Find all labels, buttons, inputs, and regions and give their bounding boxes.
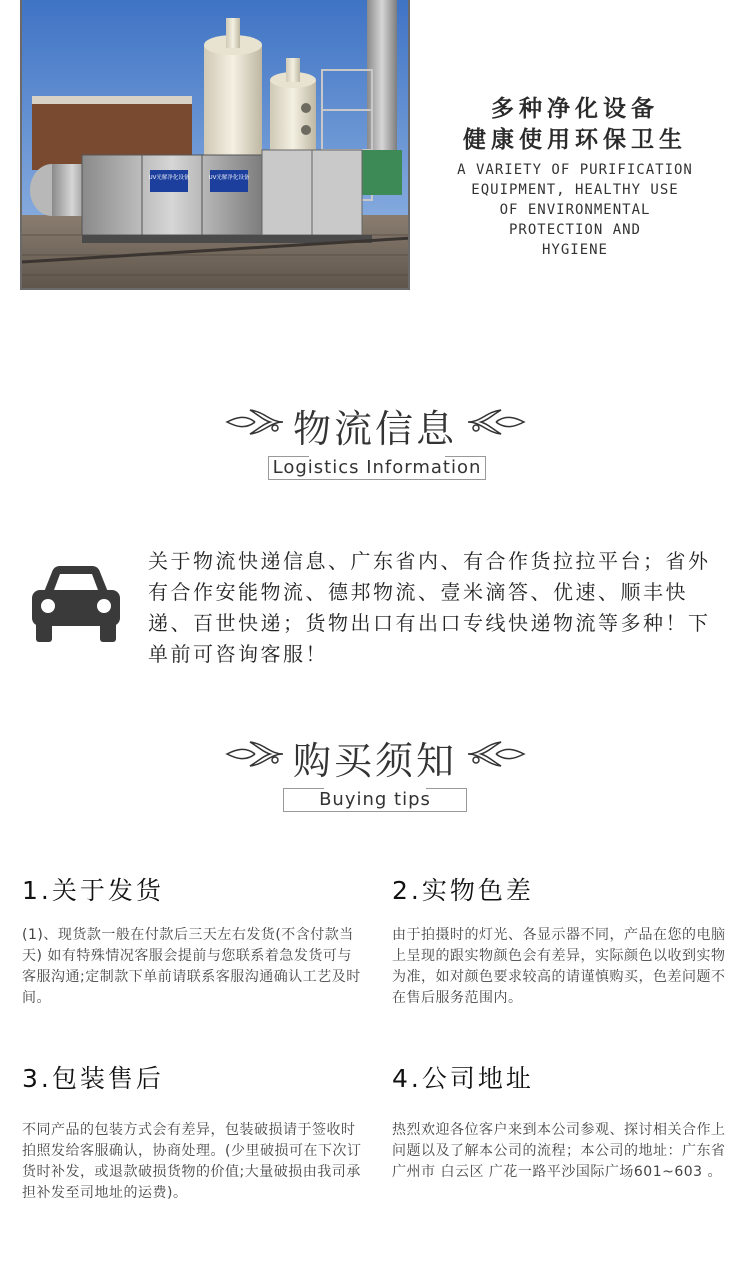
hero-title-line-2: 健康使用环保卫生 <box>463 127 687 153</box>
tip-3-body: 不同产品的包装方式会有差异，包装破损请于签收时拍照发给客服确认，协商处理。(少里破损可在下次订货时补发，或退款破损货物的价值;大量破损由我司承担补发至司地址的运费)。 <box>22 1122 362 1201</box>
flourish-right-icon <box>466 404 526 440</box>
hero-subtitle-en: A VARIETY OF PURIFICATION EQUIPMENT, HEALTHY USE OF ENVIRONMENTAL PROTECTION AND HYGIENE <box>457 162 693 258</box>
car-icon <box>30 562 122 644</box>
tip-3-heading: 3.包装售后 <box>22 1064 164 1093</box>
photo-sign-1: UV光解净化设备 <box>148 175 190 181</box>
tip-2-heading: 2.实物色差 <box>392 876 534 905</box>
tip-1-body: (1)、现货款一般在付款后三天左右发货(不含付款当天) 如有特殊情况客服会提前与您联系着急发货可与客服沟通;定制款下单前请联系客服沟通确认工艺及时间。 <box>22 927 361 1006</box>
buying-title: 购买须知 <box>292 739 457 783</box>
tip-4-body: 热烈欢迎各位客户来到本公司参观、探讨相关合作上问题以及了解本公司的流程；本公司的地址：广东省 广州市 白云区 广花一路平沙国际广场601~603 。 <box>392 1122 726 1180</box>
tip-1-heading: 1.关于发货 <box>22 876 164 905</box>
logistics-title: 物流信息 <box>292 407 457 451</box>
flourish-right-icon <box>466 736 526 772</box>
product-photo <box>20 0 410 290</box>
hero-title-line-1: 多种净化设备 <box>491 96 659 122</box>
logistics-text: 关于物流快递信息、广东省内、有合作货拉拉平台；省外有合作安能物流、德邦物流、壹米滴答、优速、顺丰快递、百世快递；货物出口有出口专线快递物流等多种！下单前可咨询客服！ <box>148 549 711 666</box>
logistics-subtitle: Logistics Information <box>268 456 486 480</box>
photo-sign-2: UV光解净化设备 <box>208 175 250 181</box>
tip-4-heading: 4.公司地址 <box>392 1064 534 1093</box>
tip-2-body: 由于拍摄时的灯光、各显示器不同，产品在您的电脑上呈现的跟实物颜色会有差异，实际颜色以收到实物为准，如对颜色要求较高的请谨慎购买，色差问题不在售后服务范围内。 <box>392 927 726 1006</box>
buying-subtitle: Buying tips <box>283 788 467 812</box>
